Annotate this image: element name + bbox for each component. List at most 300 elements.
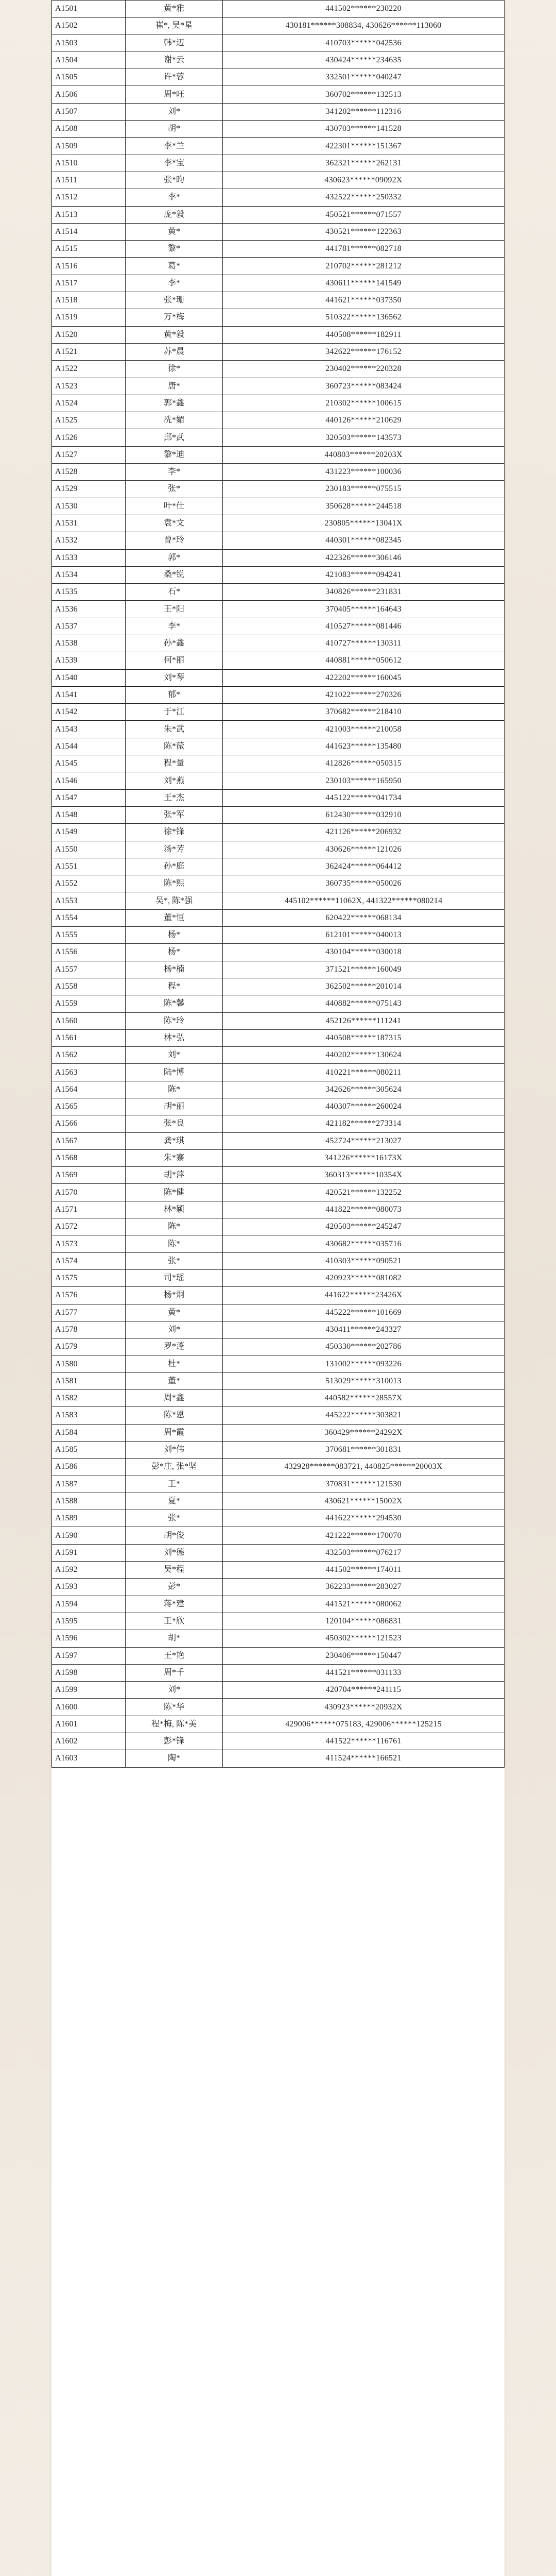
- name-cell: 程*梅, 陈*美: [126, 1716, 223, 1733]
- name-cell: 韩*迈: [126, 35, 223, 52]
- name-cell: 周*霞: [126, 1424, 223, 1441]
- table-row: [52, 172, 505, 189]
- name-cell: 庞*毅: [126, 206, 223, 223]
- name-cell: 唐*: [126, 378, 223, 395]
- table-row: [52, 1459, 505, 1476]
- table-row: [52, 309, 505, 326]
- table-row: [52, 1527, 505, 1544]
- id-cell: A1503: [52, 35, 126, 52]
- id-cell: A1513: [52, 206, 126, 223]
- id-number-cell: 440882******075143: [223, 995, 505, 1012]
- table-row: [52, 1115, 505, 1132]
- id-cell: A1553: [52, 892, 126, 909]
- id-number-cell: 370405******164643: [223, 601, 505, 618]
- id-cell: A1576: [52, 1287, 126, 1304]
- table-row: [52, 498, 505, 515]
- id-number-cell: 620422******068134: [223, 909, 505, 926]
- table-row: [52, 18, 505, 35]
- name-cell: 王*艳: [126, 1647, 223, 1664]
- name-cell: 龚*琪: [126, 1132, 223, 1149]
- id-cell: A1547: [52, 789, 126, 806]
- table-row: [52, 635, 505, 652]
- table-row: [52, 1596, 505, 1613]
- name-cell: 万*梅: [126, 309, 223, 326]
- id-number-cell: 432928******083721, 440825******20003X: [223, 1459, 505, 1476]
- id-cell: A1598: [52, 1664, 126, 1681]
- id-cell: A1537: [52, 618, 126, 635]
- name-cell: 王*阳: [126, 601, 223, 618]
- id-number-cell: 432522******250332: [223, 189, 505, 206]
- name-cell: 彭*庄, 张*坚: [126, 1459, 223, 1476]
- name-cell: 徐*锋: [126, 824, 223, 841]
- name-cell: 董*: [126, 1372, 223, 1389]
- table-row: [52, 1218, 505, 1235]
- name-cell: 何*丽: [126, 652, 223, 669]
- id-number-cell: 440582******28557X: [223, 1390, 505, 1407]
- id-cell: A1555: [52, 927, 126, 944]
- id-cell: A1557: [52, 961, 126, 978]
- table-row: [52, 1493, 505, 1510]
- id-number-cell: 360735******050026: [223, 875, 505, 892]
- id-number-cell: 450521******071557: [223, 206, 505, 223]
- table-row: [52, 1184, 505, 1201]
- name-cell: 袁*文: [126, 515, 223, 532]
- id-number-cell: 350628******244518: [223, 498, 505, 515]
- name-cell: 黄*雅: [126, 1, 223, 18]
- id-number-cell: 430626******121026: [223, 841, 505, 858]
- id-number-cell: 612101******040013: [223, 927, 505, 944]
- id-cell: A1535: [52, 584, 126, 601]
- name-cell: 胡*: [126, 121, 223, 138]
- table-row: [52, 464, 505, 481]
- table-row: [52, 155, 505, 172]
- id-cell: A1556: [52, 944, 126, 961]
- name-cell: 陈*: [126, 1081, 223, 1098]
- name-cell: 王*杰: [126, 789, 223, 806]
- name-cell: 杨*炯: [126, 1287, 223, 1304]
- table-row: [52, 1287, 505, 1304]
- table-row: [52, 326, 505, 343]
- id-cell: A1544: [52, 738, 126, 755]
- name-cell: 邱*武: [126, 429, 223, 446]
- name-cell: 胡*萍: [126, 1167, 223, 1184]
- table-row: [52, 189, 505, 206]
- table-row: [52, 1476, 505, 1493]
- id-number-cell: 430424******234635: [223, 52, 505, 69]
- id-number-cell: 421083******094241: [223, 566, 505, 583]
- table-row: [52, 412, 505, 429]
- name-cell: 谢*云: [126, 52, 223, 69]
- table-row: [52, 1132, 505, 1149]
- table-row: [52, 1355, 505, 1372]
- name-cell: 李*: [126, 464, 223, 481]
- table-row: [52, 52, 505, 69]
- id-cell: A1573: [52, 1235, 126, 1252]
- name-cell: 郭*鑫: [126, 395, 223, 412]
- table-row: [52, 944, 505, 961]
- name-cell: 刘*德: [126, 1544, 223, 1561]
- table-row: [52, 1441, 505, 1458]
- id-number-cell: 440126******210629: [223, 412, 505, 429]
- table-row: [52, 361, 505, 378]
- id-cell: A1568: [52, 1149, 126, 1166]
- id-cell: A1543: [52, 721, 126, 738]
- id-number-cell: 432503******076217: [223, 1544, 505, 1561]
- name-cell: 郭*: [126, 549, 223, 566]
- name-cell: 林*颖: [126, 1201, 223, 1218]
- id-number-cell: 421222******170070: [223, 1527, 505, 1544]
- table-row: [52, 1424, 505, 1441]
- table-row: [52, 1562, 505, 1579]
- name-cell: 周*鑫: [126, 1390, 223, 1407]
- table-row: [52, 1716, 505, 1733]
- table-row: [52, 704, 505, 721]
- id-cell: A1502: [52, 18, 126, 35]
- id-cell: A1595: [52, 1613, 126, 1630]
- id-number-cell: 430623******09092X: [223, 172, 505, 189]
- id-number-cell: 421182******273314: [223, 1115, 505, 1132]
- name-cell: 张*军: [126, 806, 223, 823]
- id-number-cell: 450330******202786: [223, 1338, 505, 1355]
- id-number-cell: 452126******111241: [223, 1012, 505, 1029]
- id-cell: A1540: [52, 669, 126, 686]
- table-row: [52, 1029, 505, 1046]
- table-row: [52, 995, 505, 1012]
- table-row: [52, 1579, 505, 1596]
- id-number-cell: 341202******112316: [223, 103, 505, 120]
- table-row: [52, 1252, 505, 1269]
- id-cell: A1550: [52, 841, 126, 858]
- table-row: [52, 395, 505, 412]
- name-cell: 黎*: [126, 241, 223, 258]
- table-row: [52, 429, 505, 446]
- name-cell: 司*瑶: [126, 1269, 223, 1286]
- name-cell: 张*: [126, 481, 223, 498]
- table-body: [52, 1, 505, 1768]
- table-row: [52, 1510, 505, 1527]
- id-cell: A1584: [52, 1424, 126, 1441]
- table-row: [52, 1390, 505, 1407]
- id-cell: A1597: [52, 1647, 126, 1664]
- id-cell: A1590: [52, 1527, 126, 1544]
- table-row: [52, 343, 505, 360]
- id-cell: A1592: [52, 1562, 126, 1579]
- table-row: [52, 1613, 505, 1630]
- name-cell: 黄*毅: [126, 326, 223, 343]
- name-cell: 张*良: [126, 1115, 223, 1132]
- id-cell: A1582: [52, 1390, 126, 1407]
- name-cell: 彭*锋: [126, 1733, 223, 1750]
- id-number-cell: 430611******141549: [223, 275, 505, 292]
- table-row: [52, 1201, 505, 1218]
- table-row: [52, 1304, 505, 1321]
- table-row: [52, 584, 505, 601]
- name-cell: 陈*馨: [126, 995, 223, 1012]
- table-row: [52, 824, 505, 841]
- id-number-cell: 370682******218410: [223, 704, 505, 721]
- id-cell: A1526: [52, 429, 126, 446]
- name-cell: 吴*, 陈*强: [126, 892, 223, 909]
- id-cell: A1517: [52, 275, 126, 292]
- id-number-cell: 430104******030018: [223, 944, 505, 961]
- name-cell: 陈*玲: [126, 1012, 223, 1029]
- id-cell: A1585: [52, 1441, 126, 1458]
- name-cell: 黄*: [126, 1304, 223, 1321]
- id-number-cell: 131002******093226: [223, 1355, 505, 1372]
- table-row: [52, 909, 505, 926]
- id-number-cell: 430411******243327: [223, 1321, 505, 1338]
- id-cell: A1581: [52, 1372, 126, 1389]
- id-number-cell: 410727******130311: [223, 635, 505, 652]
- table-row: [52, 1321, 505, 1338]
- name-cell: 胡*丽: [126, 1098, 223, 1115]
- table-row: [52, 927, 505, 944]
- id-number-cell: 431223******100036: [223, 464, 505, 481]
- name-cell: 李*: [126, 189, 223, 206]
- table-row: [52, 1664, 505, 1681]
- name-cell: 黎*迪: [126, 446, 223, 463]
- id-cell: A1519: [52, 309, 126, 326]
- id-cell: A1564: [52, 1081, 126, 1098]
- id-number-cell: 410303******090521: [223, 1252, 505, 1269]
- id-number-cell: 230402******220328: [223, 361, 505, 378]
- id-cell: A1505: [52, 69, 126, 86]
- id-cell: A1528: [52, 464, 126, 481]
- table-row: [52, 755, 505, 772]
- table-row: [52, 1630, 505, 1647]
- id-cell: A1518: [52, 292, 126, 309]
- name-cell: 李*: [126, 618, 223, 635]
- id-cell: A1596: [52, 1630, 126, 1647]
- id-cell: A1575: [52, 1269, 126, 1286]
- name-cell: 冼*媚: [126, 412, 223, 429]
- table-row: [52, 618, 505, 635]
- id-number-cell: 440803******20203X: [223, 446, 505, 463]
- applicant-table: [51, 0, 505, 1768]
- id-number-cell: 450302******121523: [223, 1630, 505, 1647]
- id-number-cell: 422326******306146: [223, 549, 505, 566]
- name-cell: 陈*华: [126, 1699, 223, 1716]
- id-cell: A1531: [52, 515, 126, 532]
- id-cell: A1603: [52, 1750, 126, 1767]
- name-cell: 陈*: [126, 1235, 223, 1252]
- id-number-cell: 332501******040247: [223, 69, 505, 86]
- id-number-cell: 612430******032910: [223, 806, 505, 823]
- table-row: [52, 292, 505, 309]
- id-number-cell: 410527******081446: [223, 618, 505, 635]
- name-cell: 孙*庭: [126, 858, 223, 875]
- id-cell: A1594: [52, 1596, 126, 1613]
- table-row: [52, 1149, 505, 1166]
- id-number-cell: 362321******262131: [223, 155, 505, 172]
- id-cell: A1572: [52, 1218, 126, 1235]
- table-row: [52, 1372, 505, 1389]
- id-cell: A1527: [52, 446, 126, 463]
- id-number-cell: 430682******035716: [223, 1235, 505, 1252]
- id-cell: A1578: [52, 1321, 126, 1338]
- id-cell: A1586: [52, 1459, 126, 1476]
- id-number-cell: 445122******041734: [223, 789, 505, 806]
- name-cell: 刘*琴: [126, 669, 223, 686]
- id-number-cell: 440301******082345: [223, 532, 505, 549]
- name-cell: 刘*: [126, 103, 223, 120]
- id-number-cell: 430703******141528: [223, 121, 505, 138]
- id-cell: A1565: [52, 1098, 126, 1115]
- id-cell: A1536: [52, 601, 126, 618]
- id-cell: A1574: [52, 1252, 126, 1269]
- name-cell: 董*恒: [126, 909, 223, 926]
- id-number-cell: 342626******305624: [223, 1081, 505, 1098]
- id-number-cell: 412826******050315: [223, 755, 505, 772]
- table-row: [52, 86, 505, 103]
- id-number-cell: 320503******143573: [223, 429, 505, 446]
- id-cell: A1551: [52, 858, 126, 875]
- id-cell: A1522: [52, 361, 126, 378]
- name-cell: 刘*: [126, 1682, 223, 1699]
- id-number-cell: 422202******160045: [223, 669, 505, 686]
- id-cell: A1554: [52, 909, 126, 926]
- id-number-cell: 440508******182911: [223, 326, 505, 343]
- name-cell: 孙*鑫: [126, 635, 223, 652]
- id-number-cell: 441622******23426X: [223, 1287, 505, 1304]
- id-cell: A1579: [52, 1338, 126, 1355]
- id-cell: A1520: [52, 326, 126, 343]
- table-row: [52, 1750, 505, 1767]
- table-row: [52, 1407, 505, 1424]
- id-cell: A1506: [52, 86, 126, 103]
- name-cell: 陈*健: [126, 1184, 223, 1201]
- name-cell: 汤*芳: [126, 841, 223, 858]
- id-cell: A1549: [52, 824, 126, 841]
- name-cell: 彭*: [126, 1579, 223, 1596]
- table-row: [52, 1047, 505, 1064]
- name-cell: 程*量: [126, 755, 223, 772]
- id-number-cell: 230103******165950: [223, 772, 505, 789]
- table-row: [52, 1733, 505, 1750]
- name-cell: 程*: [126, 978, 223, 995]
- id-number-cell: 360313******10354X: [223, 1167, 505, 1184]
- table-row: [52, 1167, 505, 1184]
- name-cell: 王*: [126, 1476, 223, 1493]
- document-page: [51, 0, 505, 2576]
- name-cell: 许*蓉: [126, 69, 223, 86]
- id-cell: A1601: [52, 1716, 126, 1733]
- name-cell: 张*昀: [126, 172, 223, 189]
- id-number-cell: 440881******050612: [223, 652, 505, 669]
- table-row: [52, 1338, 505, 1355]
- table-row: [52, 1544, 505, 1561]
- id-number-cell: 360429******24292X: [223, 1424, 505, 1441]
- table-row: [52, 721, 505, 738]
- name-cell: 陈*薇: [126, 738, 223, 755]
- table-row: [52, 103, 505, 120]
- name-cell: 苏*晨: [126, 343, 223, 360]
- table-row: [52, 1, 505, 18]
- id-number-cell: 210302******100615: [223, 395, 505, 412]
- id-number-cell: 371521******160049: [223, 961, 505, 978]
- table-row: [52, 515, 505, 532]
- id-cell: A1539: [52, 652, 126, 669]
- name-cell: 崔*, 吴*星: [126, 18, 223, 35]
- id-number-cell: 441502******174011: [223, 1562, 505, 1579]
- name-cell: 郁*: [126, 686, 223, 703]
- id-cell: A1521: [52, 343, 126, 360]
- table-row: [52, 652, 505, 669]
- id-cell: A1566: [52, 1115, 126, 1132]
- id-number-cell: 342622******176152: [223, 343, 505, 360]
- name-cell: 李*兰: [126, 138, 223, 155]
- id-cell: A1571: [52, 1201, 126, 1218]
- id-number-cell: 441521******080062: [223, 1596, 505, 1613]
- background-left: [0, 0, 57, 2576]
- table-row: [52, 858, 505, 875]
- name-cell: 桑*锐: [126, 566, 223, 583]
- id-cell: A1548: [52, 806, 126, 823]
- id-number-cell: 421003******210058: [223, 721, 505, 738]
- table-row: [52, 875, 505, 892]
- name-cell: 夏*: [126, 1493, 223, 1510]
- name-cell: 林*弘: [126, 1029, 223, 1046]
- name-cell: 张*: [126, 1252, 223, 1269]
- id-number-cell: 420521******132252: [223, 1184, 505, 1201]
- id-cell: A1589: [52, 1510, 126, 1527]
- background-right: [499, 0, 556, 2576]
- id-number-cell: 441622******294530: [223, 1510, 505, 1527]
- id-number-cell: 510322******136562: [223, 309, 505, 326]
- table-row: [52, 1269, 505, 1286]
- id-number-cell: 445222******101669: [223, 1304, 505, 1321]
- id-cell: A1602: [52, 1733, 126, 1750]
- id-number-cell: 411524******166521: [223, 1750, 505, 1767]
- name-cell: 陈*熙: [126, 875, 223, 892]
- table-row: [52, 241, 505, 258]
- id-cell: A1599: [52, 1682, 126, 1699]
- id-number-cell: 513029******310013: [223, 1372, 505, 1389]
- id-number-cell: 445102******11062X, 441322******080214: [223, 892, 505, 909]
- id-cell: A1570: [52, 1184, 126, 1201]
- id-cell: A1569: [52, 1167, 126, 1184]
- name-cell: 杨*: [126, 927, 223, 944]
- id-number-cell: 410703******042536: [223, 35, 505, 52]
- table-row: [52, 446, 505, 463]
- id-number-cell: 230805******13041X: [223, 515, 505, 532]
- name-cell: 蒋*建: [126, 1596, 223, 1613]
- table-row: [52, 549, 505, 566]
- id-cell: A1525: [52, 412, 126, 429]
- id-cell: A1577: [52, 1304, 126, 1321]
- id-number-cell: 370831******121530: [223, 1476, 505, 1493]
- id-number-cell: 441623******135480: [223, 738, 505, 755]
- name-cell: 杜*: [126, 1355, 223, 1372]
- id-number-cell: 230183******075515: [223, 481, 505, 498]
- table-row: [52, 806, 505, 823]
- id-cell: A1512: [52, 189, 126, 206]
- name-cell: 杨*楠: [126, 961, 223, 978]
- id-cell: A1501: [52, 1, 126, 18]
- name-cell: 陶*: [126, 1750, 223, 1767]
- table-row: [52, 1682, 505, 1699]
- id-number-cell: 210702******281212: [223, 258, 505, 275]
- id-number-cell: 362424******064412: [223, 858, 505, 875]
- id-cell: A1511: [52, 172, 126, 189]
- id-cell: A1593: [52, 1579, 126, 1596]
- name-cell: 陈*恩: [126, 1407, 223, 1424]
- table-row: [52, 69, 505, 86]
- table-row: [52, 601, 505, 618]
- table-row: [52, 686, 505, 703]
- id-number-cell: 430521******122363: [223, 223, 505, 240]
- id-number-cell: 452724******213027: [223, 1132, 505, 1149]
